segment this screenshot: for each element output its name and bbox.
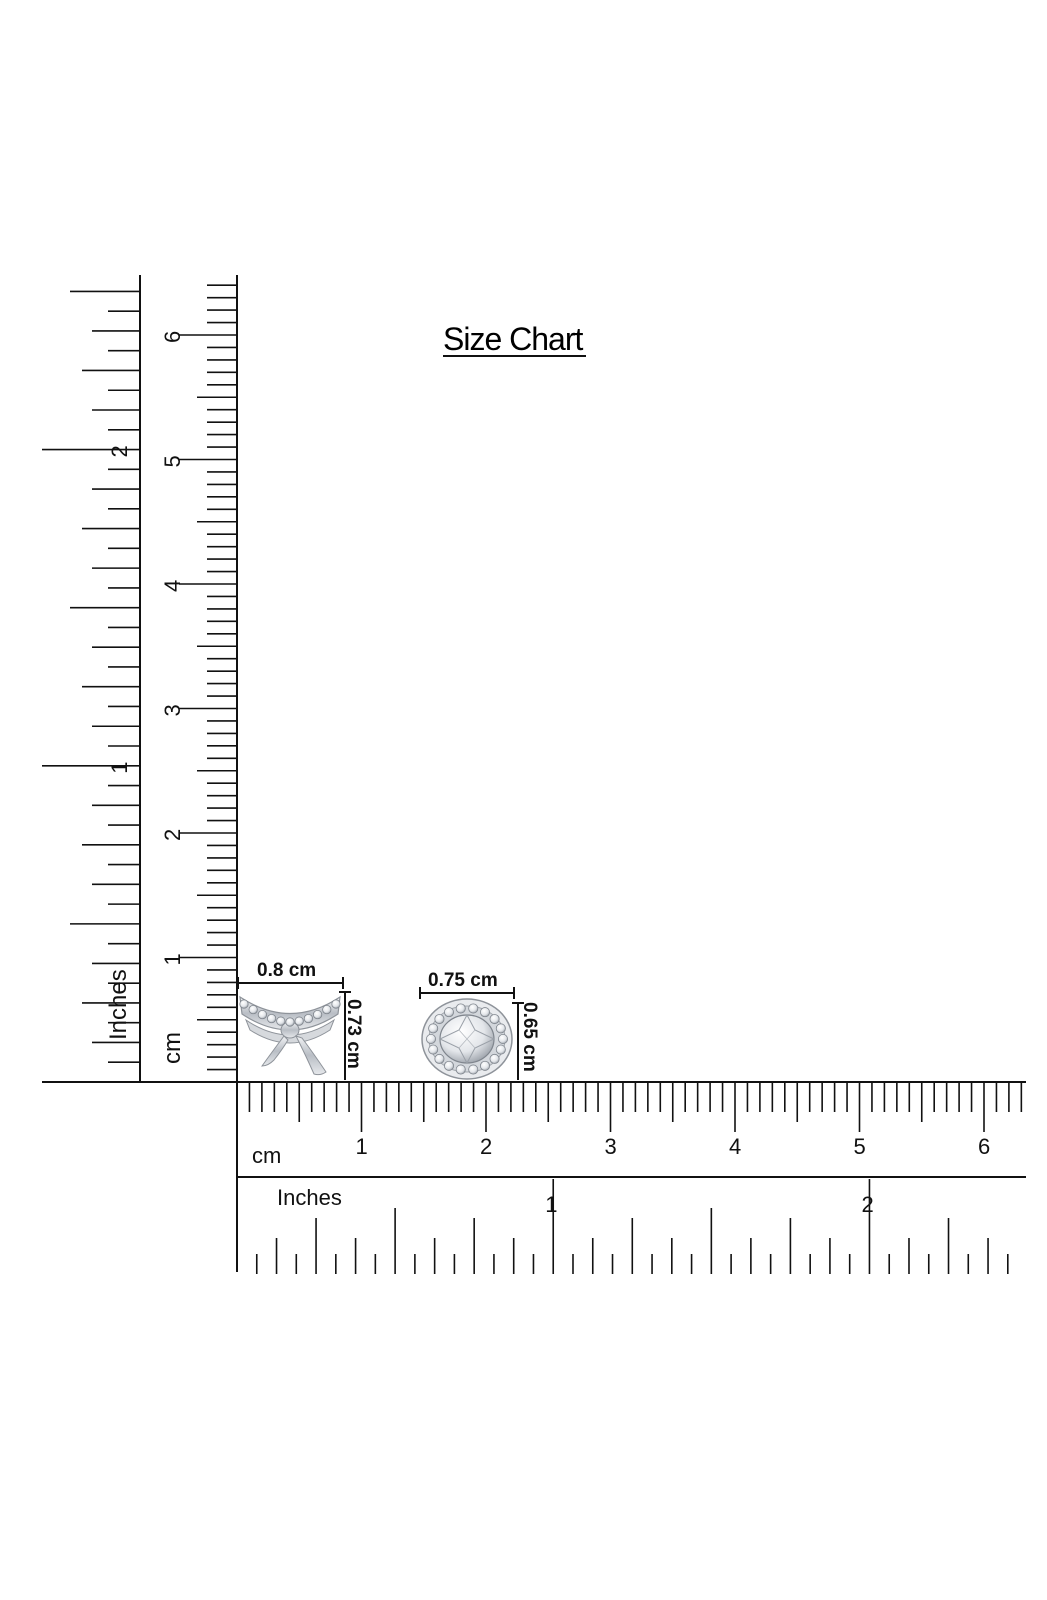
halo-stone [469,1065,478,1074]
oval-width-label: 0.75 cm [428,970,498,991]
halo-stone [496,1024,505,1033]
bow-stone [240,1000,248,1008]
bow-stone [323,1005,331,1013]
vertical-cm-tick-label: 2 [160,828,185,841]
horizontal-inch-tick-label: 2 [861,1192,874,1217]
vertical-cm-tick-label: 4 [160,579,185,592]
chart-title: Size Chart [443,321,583,357]
halo-stone [426,1034,435,1043]
horizontal-inch-unit-label: Inches [277,1185,342,1210]
halo-stone [456,1004,465,1013]
halo-stone [480,1008,489,1017]
bow-earring-group [238,960,364,1080]
halo-stone [480,1061,489,1070]
bow-stone [286,1018,294,1026]
oval-halo-earring-group [420,970,540,1080]
horizontal-inch-ticks [257,1179,1008,1274]
bow-stone [313,1010,321,1018]
vertical-inch-tick-label: 1 [107,761,132,774]
halo-stone [429,1024,438,1033]
horizontal-cm-tick-label: 2 [480,1134,493,1159]
vertical-inch-ticks [42,291,140,1062]
vertical-inch-tick-label: 2 [107,445,132,458]
halo-stone [444,1061,453,1070]
horizontal-cm-tick-label: 3 [604,1134,617,1159]
horizontal-inch-tick-label: 1 [545,1192,558,1217]
halo-stone [435,1054,444,1063]
horizontal-cm-tick-label: 1 [355,1134,368,1159]
horizontal-inch-labels [545,1192,873,1217]
horizontal-cm-ticks [249,1082,1021,1132]
halo-stone [490,1014,499,1023]
vertical-inch-labels [107,445,132,773]
horizontal-cm-unit-label: cm [252,1143,282,1168]
bow-stone [304,1014,312,1022]
bow-stone [267,1014,275,1022]
oval-halo-earring-image [422,999,512,1079]
bow-stone [258,1010,266,1018]
halo-stone [490,1054,499,1063]
chart-title-group [443,321,586,357]
vertical-cm-ticks [179,285,237,1069]
vertical-cm-labels [160,331,185,966]
bow-stone [249,1005,257,1013]
halo-stone [435,1014,444,1023]
bow-height-label: 0.73 cm [343,999,364,1069]
oval-height-label: 0.65 cm [519,1002,540,1072]
halo-stone [429,1045,438,1054]
horizontal-cm-tick-label: 6 [978,1134,991,1159]
bow-stone [295,1017,303,1025]
horizontal-cm-labels [356,1134,991,1159]
horizontal-cm-tick-label: 5 [853,1134,866,1159]
bow-width-label: 0.8 cm [257,960,317,981]
vertical-cm-tick-label: 5 [160,455,185,468]
vertical-cm-unit-label: cm [159,1032,186,1064]
bow-earring-image [240,997,340,1075]
vertical-cm-tick-label: 3 [160,704,185,717]
halo-stone [456,1065,465,1074]
vertical-cm-tick-label: 1 [160,953,185,966]
vertical-cm-tick-label: 6 [160,330,185,343]
bow-stone [332,1000,340,1008]
vertical-inch-unit-label: Inches [105,969,132,1040]
halo-stone [469,1004,478,1013]
bow-stone [277,1017,285,1025]
halo-stone [444,1008,453,1017]
halo-stone [496,1045,505,1054]
horizontal-cm-tick-label: 4 [729,1134,742,1159]
halo-stone [498,1034,507,1043]
